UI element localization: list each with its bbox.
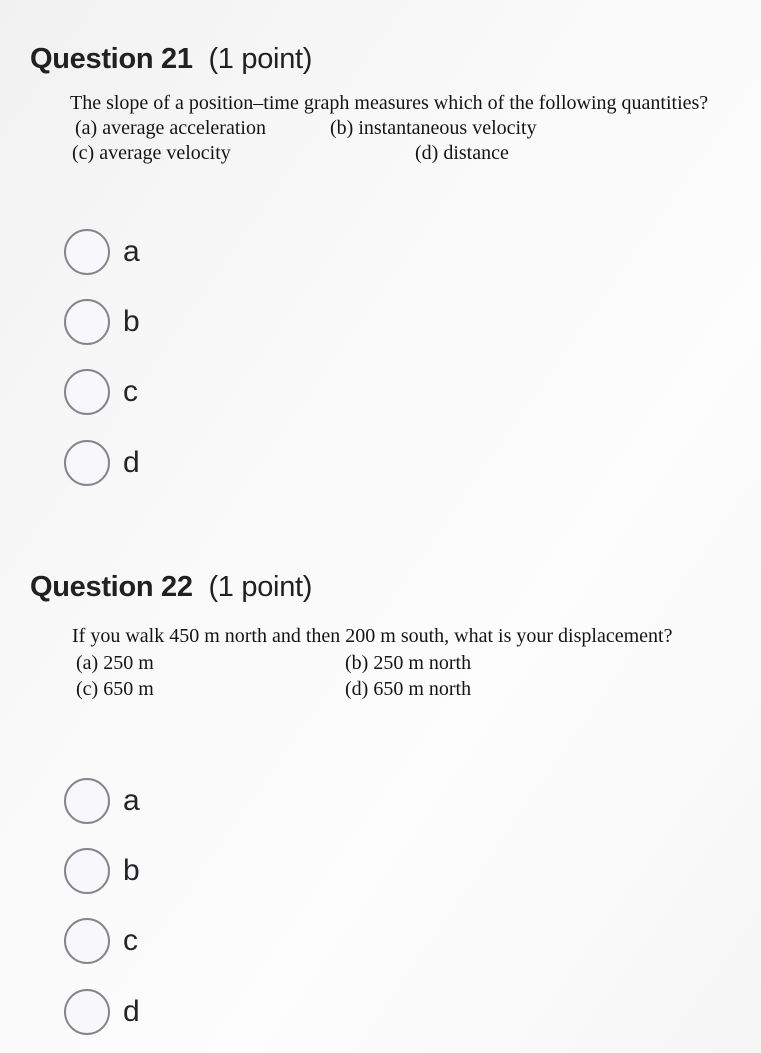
answer-letter-q21-a: a — [123, 235, 140, 268]
answer-letter-q22-a: a — [123, 784, 140, 817]
question-21-choice-b: (b) instantaneous velocity — [330, 117, 537, 139]
radio-button-q21-a[interactable] — [64, 229, 110, 275]
answer-option-q21-b[interactable] — [64, 299, 140, 345]
answer-letter-q21-d: d — [123, 446, 140, 479]
radio-button-q22-c[interactable] — [64, 918, 110, 964]
answer-option-q21-d[interactable] — [64, 440, 140, 486]
radio-button-q21-c[interactable] — [64, 369, 110, 415]
answer-option-q22-a[interactable] — [64, 778, 140, 824]
question-22-prompt: If you walk 450 m north and then 200 m south, what is your displacement? — [72, 625, 673, 647]
radio-button-q22-b[interactable] — [64, 848, 110, 894]
question-22-choice-a: (a) 250 m — [76, 652, 154, 674]
answer-option-q22-b[interactable] — [64, 848, 140, 894]
question-21-choice-a: (a) average acceleration — [75, 117, 266, 139]
question-22-choice-d: (d) 650 m north — [345, 678, 472, 700]
answer-letter-q22-c: c — [123, 924, 138, 957]
question-22-choice-b: (b) 250 m north — [345, 652, 472, 674]
answer-option-q21-a[interactable] — [64, 229, 140, 275]
answer-letter-q21-b: b — [123, 305, 140, 338]
question-21-choice-d: (d) distance — [415, 142, 509, 164]
question-21-points: (1 point) — [208, 43, 313, 76]
question-21-prompt: The slope of a position–time graph measures which of the following quantities? — [70, 92, 709, 114]
radio-button-q22-d[interactable] — [64, 989, 110, 1035]
question-21-choice-c: (c) average velocity — [72, 142, 231, 164]
answer-letter-q22-b: b — [123, 854, 140, 887]
answer-option-q21-c[interactable] — [64, 369, 138, 415]
answer-letter-q21-c: c — [123, 375, 138, 408]
radio-button-q21-b[interactable] — [64, 299, 110, 345]
answer-option-q22-d[interactable] — [64, 989, 140, 1035]
question-21-title: Question 21 — [30, 43, 193, 76]
question-21-heading — [30, 41, 312, 77]
answer-letter-q22-d: d — [123, 995, 140, 1028]
question-22-heading — [30, 569, 312, 605]
answer-option-q22-c[interactable] — [64, 918, 138, 964]
question-22-choice-c: (c) 650 m — [76, 678, 154, 700]
radio-button-q22-a[interactable] — [64, 778, 110, 824]
question-22-points: (1 point) — [208, 571, 313, 604]
question-22-title: Question 22 — [30, 571, 193, 604]
radio-button-q21-d[interactable] — [64, 440, 110, 486]
